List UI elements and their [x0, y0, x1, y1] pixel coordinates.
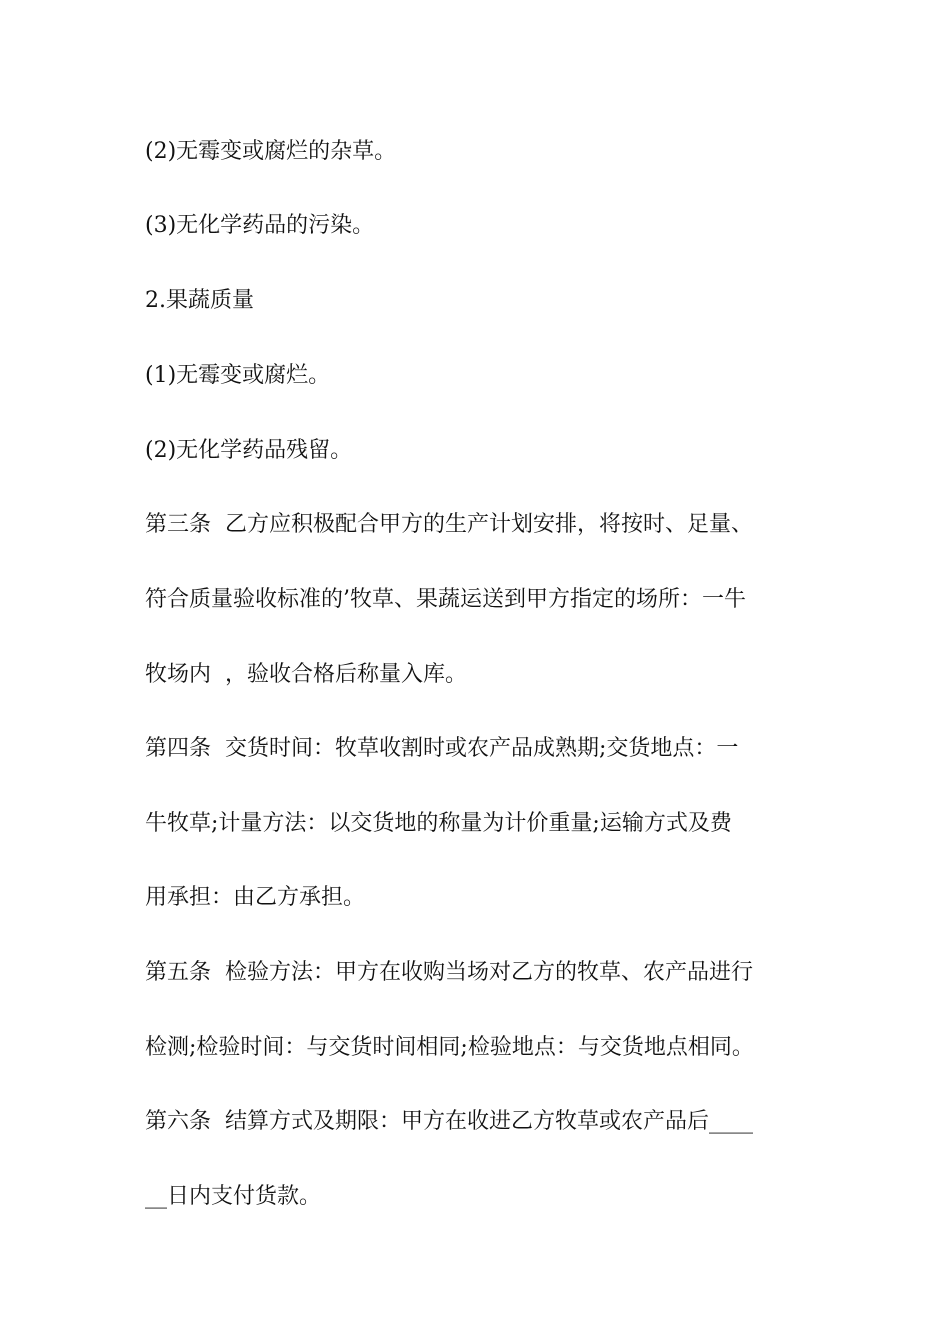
text-line: 第六条 结算方式及期限：甲方在收进乙方牧草或农产品后____ [145, 1109, 753, 1134]
text-line: (2)无霉变或腐烂的杂草。 [145, 139, 397, 164]
text-line: 符合质量验收标准的’牧草、果蔬运送到甲方指定的场所：一牛 [145, 587, 746, 612]
text-line: 2.果蔬质量 [145, 288, 254, 313]
text-line: 牧场内 ，验收合格后称量入库。 [145, 662, 467, 687]
text-line: (2)无化学药品残留。 [145, 438, 353, 463]
text-line: 第五条 检验方法：甲方在收购当场对乙方的牧草、农产品进行 [145, 960, 753, 985]
text-line: (3)无化学药品的污染。 [145, 213, 375, 238]
text-line: 第三条 乙方应积极配合甲方的生产计划安排，将按时、足量、 [145, 512, 753, 537]
text-line: 牛牧草;计量方法：以交货地的称量为计价重量;运输方式及费 [145, 811, 732, 836]
text-line: 用承担：由乙方承担。 [145, 885, 366, 910]
text-line: __日内支付货款。 [145, 1184, 322, 1209]
text-line: 第四条 交货时间：牧草收割时或农产品成熟期;交货地点：一 [145, 736, 739, 761]
text-line: 检测;检验时间：与交货时间相同;检验地点：与交货地点相同。 [145, 1035, 754, 1060]
text-line: (1)无霉变或腐烂。 [145, 363, 331, 388]
